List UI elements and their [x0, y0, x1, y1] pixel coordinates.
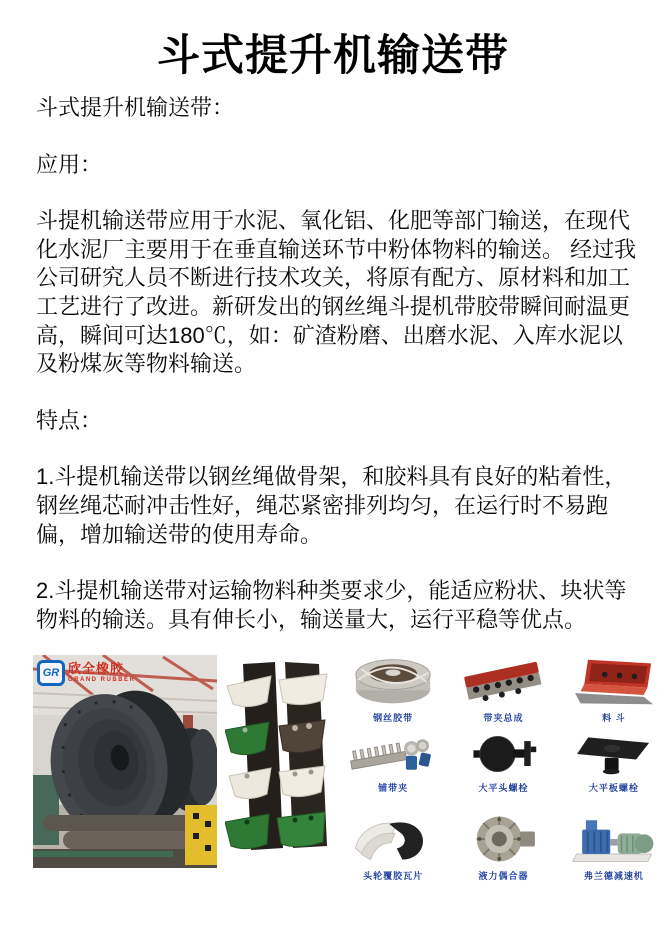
- brand-logo: [37, 660, 135, 686]
- rubber-tile-icon: [348, 812, 438, 866]
- application-label: 应用：: [36, 151, 103, 177]
- product-gallery: [0, 648, 666, 930]
- intro-line: 斗式提升机输送带：: [36, 95, 235, 120]
- belt-roll-photo: [33, 655, 217, 868]
- product-head-wheel-rubber-tile: [341, 798, 445, 884]
- product-belt-clamp-assembly: [451, 650, 555, 726]
- belt-laying-clamp-icon: [348, 730, 438, 778]
- flat-plate-bolt-icon: [569, 730, 659, 778]
- product-caption: 大平板螺栓: [588, 783, 639, 793]
- description-text: [36, 94, 638, 662]
- belt-clamp-assembly-icon: [458, 656, 548, 708]
- product-flender-reducer: [562, 798, 666, 884]
- brand-monogram: GR: [37, 660, 65, 686]
- steel-wire-belt-icon: [348, 656, 438, 708]
- bucket-display-board: [225, 658, 337, 854]
- page-title: 斗式提升机输送带: [157, 32, 509, 80]
- product-caption: 头轮覆胶瓦片: [363, 871, 424, 881]
- product-belt-laying-clamp: [341, 728, 445, 796]
- brand-name-en: GRAND RUBBER: [68, 677, 136, 683]
- product-caption: 钢丝胶带: [373, 713, 414, 723]
- brand-name-cn: 欣全橡胶: [68, 661, 125, 676]
- hopper-icon: [569, 656, 659, 708]
- reducer-icon: [569, 812, 659, 866]
- product-caption: 带夹总成: [483, 713, 524, 723]
- feature-2-paragraph: 2.斗提机输送带对运输物料种类要求少，能适应粉状、块状等物料的输送。具有伸长小，输送量大，运行平稳等优点。: [36, 578, 627, 632]
- bucket-board-illustration: [225, 658, 337, 854]
- fluid-coupling-icon: [458, 812, 548, 866]
- feature-1-paragraph: 1.斗提机输送带以钢丝绳做骨架，和胶料具有良好的粘着性，钢丝绳芯耐冲击性好，绳芯紧密排列均匀，在运行时不易跑偏，增加输送带的使用寿命。: [36, 464, 627, 547]
- product-fluid-coupling: [451, 798, 555, 884]
- factory-scene-illustration: [33, 655, 217, 868]
- product-hopper: [562, 650, 666, 726]
- application-paragraph: 斗提机输送带应用于水泥、氧化铝、化肥等部门输送，在现代化水泥厂主要用于在垂直输送环节中粉体物料的输送。 经过我公司研究人员不断进行技术攻关，将原有配方、原材料和加工工艺进行了改进。新研发出的钢丝绳斗提机带胶带瞬间耐温更高，瞬间可达180℃，如：矿渣粉磨、出磨水泥、入库水泥以及粉煤灰等物料输送。: [36, 208, 637, 377]
- product-caption: 液力偶合器: [478, 871, 529, 881]
- product-caption: 铺带夹: [378, 783, 409, 793]
- features-label: 特点：: [36, 407, 103, 433]
- product-caption: 大平头螺栓: [478, 783, 529, 793]
- flat-head-bolt-icon: [458, 730, 548, 778]
- accessory-grid: [341, 650, 666, 884]
- product-steel-wire-belt: [341, 650, 445, 726]
- product-flat-head-bolt: [451, 728, 555, 796]
- product-flat-plate-bolt: [562, 728, 666, 796]
- product-caption: 料 斗: [602, 713, 626, 723]
- product-caption: 弗兰德减速机: [583, 871, 644, 881]
